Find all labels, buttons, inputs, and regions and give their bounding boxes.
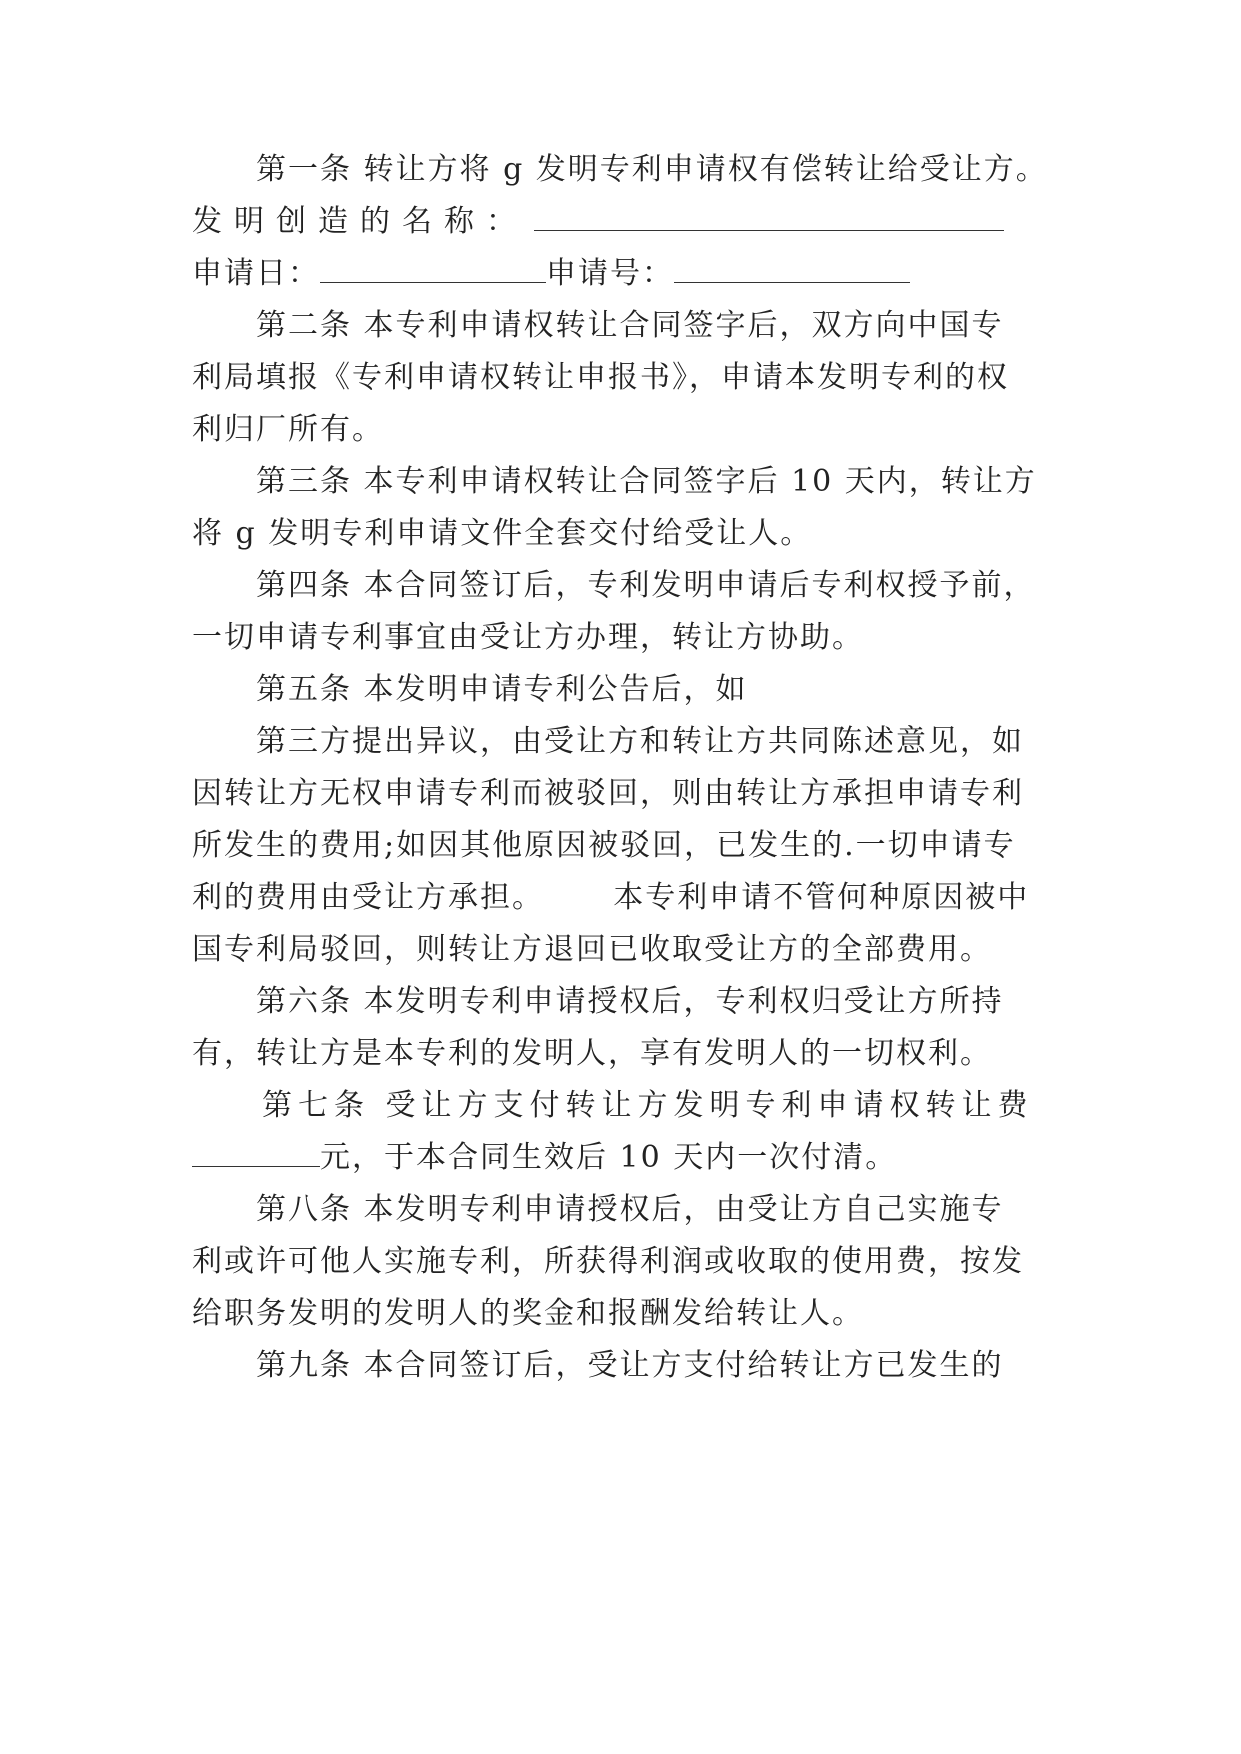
- application-number-blank: [674, 254, 910, 283]
- article-6-line-2: 有，转让方是本专利的发明人，享有发明人的一切权利。: [192, 1036, 992, 1071]
- article-5-line-6: 国专利局驳回，则转让方退回已收取受让方的全部费用。: [192, 932, 992, 967]
- article-7-line-1: 第七条 受让方支付转让方发明专利申请权转让费: [262, 1088, 1034, 1123]
- invention-name-label: 发明创造的名称：: [192, 204, 528, 239]
- article-2-line-3: 利归厂所有。: [192, 412, 384, 447]
- article-5-line-3: 因转让方无权申请专利而被驳回，则由转让方承担申请专利: [192, 776, 1024, 811]
- article-6-line-1: 第六条 本发明专利申请授权后，专利权归受让方所持: [256, 984, 1004, 1019]
- article-8-line-2: 利或许可他人实施专利，所获得利润或收取的使用费，按发: [192, 1244, 1024, 1279]
- application-date-label: 申请日：: [192, 256, 320, 291]
- application-date-blank: [320, 254, 546, 283]
- article-9-line-1: 第九条 本合同签订后，受让方支付给转让方已发生的: [256, 1348, 1004, 1383]
- article-8-line-3: 给职务发明的发明人的奖金和报酬发给转让人。: [192, 1296, 864, 1331]
- article-7-line-2-row: [192, 1138, 897, 1178]
- article-3-line-2: 将 g 发明专利申请文件全套交付给受让人。: [192, 516, 813, 551]
- article-7-line-2: 元，于本合同生效后 10 天内一次付清。: [320, 1140, 898, 1175]
- article-2-line-2: 利局填报《专利申请权转让申报书》，申请本发明专利的权: [192, 360, 1009, 395]
- article-5-line-4: 所发生的费用;如因其他原因被驳回，已发生的.一切申请专: [192, 828, 1016, 863]
- article-2-line-1: 第二条 本专利申请权转让合同签字后，双方向中国专: [256, 308, 1004, 343]
- article-8-line-1: 第八条 本发明专利申请授权后，由受让方自己实施专: [256, 1192, 1004, 1227]
- application-info-row: [192, 254, 910, 294]
- invention-name-row: [192, 202, 1004, 242]
- article-3-line-1: 第三条 本专利申请权转让合同签字后 10 天内，转让方: [256, 464, 1037, 499]
- article-4-line-1: 第四条 本合同签订后，专利发明申请后专利权授予前，: [256, 568, 1036, 603]
- article-5-line-2: 第三方提出异议，由受让方和转让方共同陈述意见，如: [256, 724, 1024, 759]
- transfer-fee-blank: [192, 1138, 320, 1167]
- application-number-label: 申请号：: [546, 256, 674, 291]
- article-5-line-1: 第五条 本发明申请专利公告后，如: [256, 672, 748, 707]
- article-5-line-5: 利的费用由受让方承担。 本专利申请不管何种原因被中: [192, 880, 1030, 915]
- article-4-line-2: 一切申请专利事宜由受让方办理，转让方协助。: [192, 620, 864, 655]
- invention-name-blank: [534, 202, 1004, 231]
- article-1-line-1: 第一条 转让方将 g 发明专利申请权有偿转让给受让方。: [256, 152, 1048, 187]
